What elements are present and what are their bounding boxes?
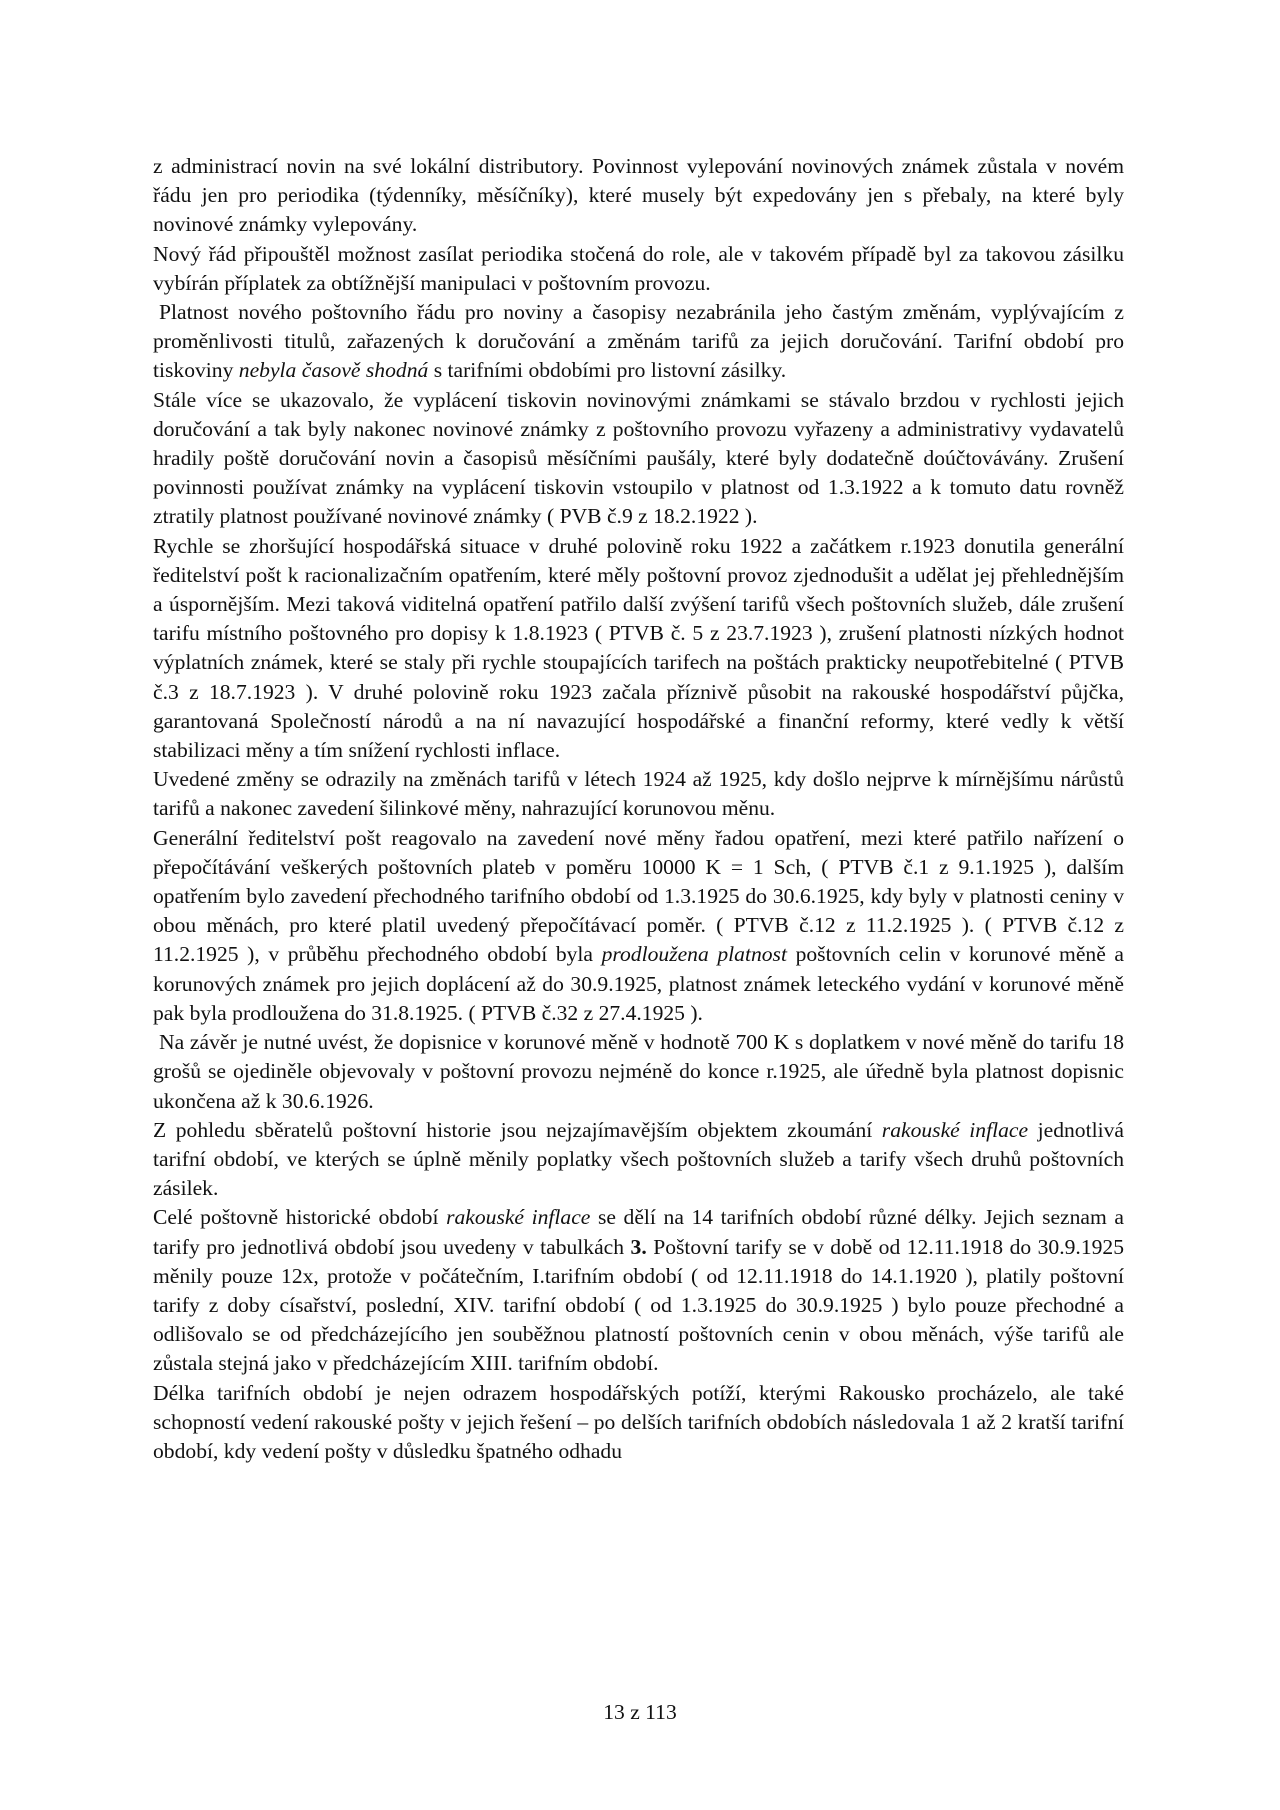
body-text [153, 152, 1124, 1466]
text-run: Délka tarifních období je nejen odrazem hospodářských potíží, kterými Rakousko procházelo, ale také schopností vedení rakouské pošty v jejich řešení – po delších tarifních obdobích následovala 1 až 2 kratší tarifní období, kdy vedení pošty v důsledku špatného odhadu [153, 1380, 1124, 1463]
text-run: Stále více se ukazovalo, že vyplácení tiskovin novinovými známkami se stávalo brzdou v rychlosti jejich doručování a tak byly nakonec novinové známky z poštovního provozu vyřazeny a administrativy vydavatelů hradily poště doručování novin a časopisů měsíčními paušály, které byly dodatečně doúčtovávány. Zrušení povinnosti používat známky na vyplácení tiskovin vstoupilo v platnost od 1.3.1922 a k tomuto datu rovněž ztratily platnost používané novinové známky ( PVB č.9 z 18.2.1922 ). [153, 387, 1124, 529]
emphasis-text: nebyla časově shodná [238, 358, 429, 383]
text-run: Platnost nového poštovního řádu pro noviny a časopisy nezabránila jeho častým změnám, vyplývajícím z proměnlivosti titulů, zařazených k doručování a změnám tarifů za jejich doručování. Tarifní období pro tiskoviny [153, 300, 1124, 383]
text-run: jednotlivá tarifní období, ve kterých se úplně měnily poplatky všech poštovních služeb a tarify všech druhů poštovních zásilek. [153, 1117, 1124, 1201]
text-run: Uvedené změny se odrazily na změnách tarifů v létech 1924 až 1925, kdy došlo nejprve k mírnějšímu nárůstů tarifů a nakonec zavedení šilinkové měny, nahrazující korunovou měnu. [153, 767, 1124, 821]
paragraph-p4 [153, 386, 1124, 532]
text-run: Generální ředitelství pošt reagovalo na zavedení nové měny řadou opatření, mezi které patřilo nařízení o přepočítávání veškerých poštovních plateb v poměru 10000 K = 1 Sch, ( PTVB č.1 z 9.1.1925 ), dalším opatřením bylo zavedení přechodného tarifního období od 1.3.1925 do 30.6.1925, kdy byly v platnosti ceniny v obou měnách, pro které platil uvedený přepočítávací poměr. ( PTVB č.12 z 11.2.1925 ). ( PTVB č.12 z 11.2.1925 ), v průběhu přechodného období byla [153, 825, 1124, 967]
paragraph-p1 [153, 152, 1124, 240]
paragraph-p3 [153, 298, 1124, 386]
paragraph-p9 [153, 1116, 1124, 1204]
bold-text: 3. [630, 1234, 647, 1259]
text-run: poštovních celin v korunové měně a korunových známek pro jejich doplácení až do 30.9.1925, platnost známek leteckého vydání v korunové měně pak byla prodloužena do 31.8.1925. ( PTVB č.32 z 27.4.1925 ). [153, 942, 1124, 1025]
paragraph-p5 [153, 532, 1124, 766]
paragraph-p11 [153, 1379, 1124, 1467]
text-run: Na závěr je nutné uvést, že dopisnice v korunové měně v hodnotě 700 K s doplatkem v nové měně do tarifu 18 grošů se ojediněle objevovaly v poštovní provozu nejméně do konce r.1925, ale úředně byla platnost dopisnic ukončena až k 30.6.1926. [153, 1030, 1124, 1113]
text-run: Nový řád připouštěl možnost zasílat periodika stočená do role, ale v takovém případě byl za takovou zásilku vybírán příplatek za obtížnější manipulaci v poštovním provozu. [153, 241, 1124, 295]
text-run: z administrací novin na své lokální distributory. Povinnost vylepování novinových známek zůstala v novém řádu jen pro periodika (týdenníky, měsíčníky), které musely být expedovány jen s přebaly, na které byly novinové známky vylepovány. [153, 154, 1124, 237]
paragraph-p7 [153, 824, 1124, 1028]
emphasis-text: prodloužena platnost [601, 942, 787, 967]
paragraph-p2 [153, 240, 1124, 298]
paragraph-p8 [153, 1028, 1124, 1116]
text-run: s tarifními obdobími pro listovní zásilky. [428, 358, 787, 383]
emphasis-text: rakouské inflace [446, 1205, 591, 1230]
text-run: se dělí na 14 tarifních období různé délky. Jejich seznam a tarify pro jednotlivá období jsou uvedeny v tabulkách [153, 1205, 1124, 1259]
text-run: Z pohledu sběratelů poštovní historie jsou nejzajímavějším objektem zkoumání [153, 1117, 882, 1142]
paragraph-p10 [153, 1203, 1124, 1378]
emphasis-text: rakouské inflace [881, 1117, 1029, 1142]
text-run: Celé poštovně historické období [153, 1205, 447, 1230]
page-number: 13 z 113 [603, 1700, 677, 1724]
paragraph-p6 [153, 765, 1124, 823]
text-run: Poštovní tarify se v době od 12.11.1918 do 30.9.1925 měnily pouze 12x, protože v počátečním, I.tarifním období ( od 12.11.1918 do 14.1.1920 ), platily poštovní tarify z doby císařství, poslední, XIV. tarifní období ( od 1.3.1925 do 30.9.1925 ) bylo pouze přechodné a odlišovalo se od předcházejícího jen souběžnou platností poštovních cenin v obou měnách, výše tarifů ale zůstala stejná jako v předcházejícím XIII. tarifním období. [153, 1234, 1125, 1376]
text-run: Rychle se zhoršující hospodářská situace v druhé polovině roku 1922 a začátkem r.1923 donutila generální ředitelství pošt k racionalizačním opatřením, které měly poštovní provoz zjednodušit a udělat jej přehlednějším a úspornějším. Mezi taková viditelná opatření patřilo další zvýšení tarifů všech poštovních služeb, dále zrušení tarifu místního poštovného pro dopisy k 1.8.1923 ( PTVB č. 5 z 23.7.1923 ), zrušení platnosti nízkých hodnot výplatních známek, které se staly při rychle stoupajících tarifech na poštách prakticky neupotřebitelné ( PTVB č.3 z 18.7.1923 ). V druhé polovině roku 1923 začala příznivě působit na rakouské hospodářství půjčka, garantovaná Společností národů a na ní navazující hospodářské a finanční reformy, které vedly k větší stabilizaci měny a tím snížení rychlosti inflace. [153, 533, 1124, 763]
